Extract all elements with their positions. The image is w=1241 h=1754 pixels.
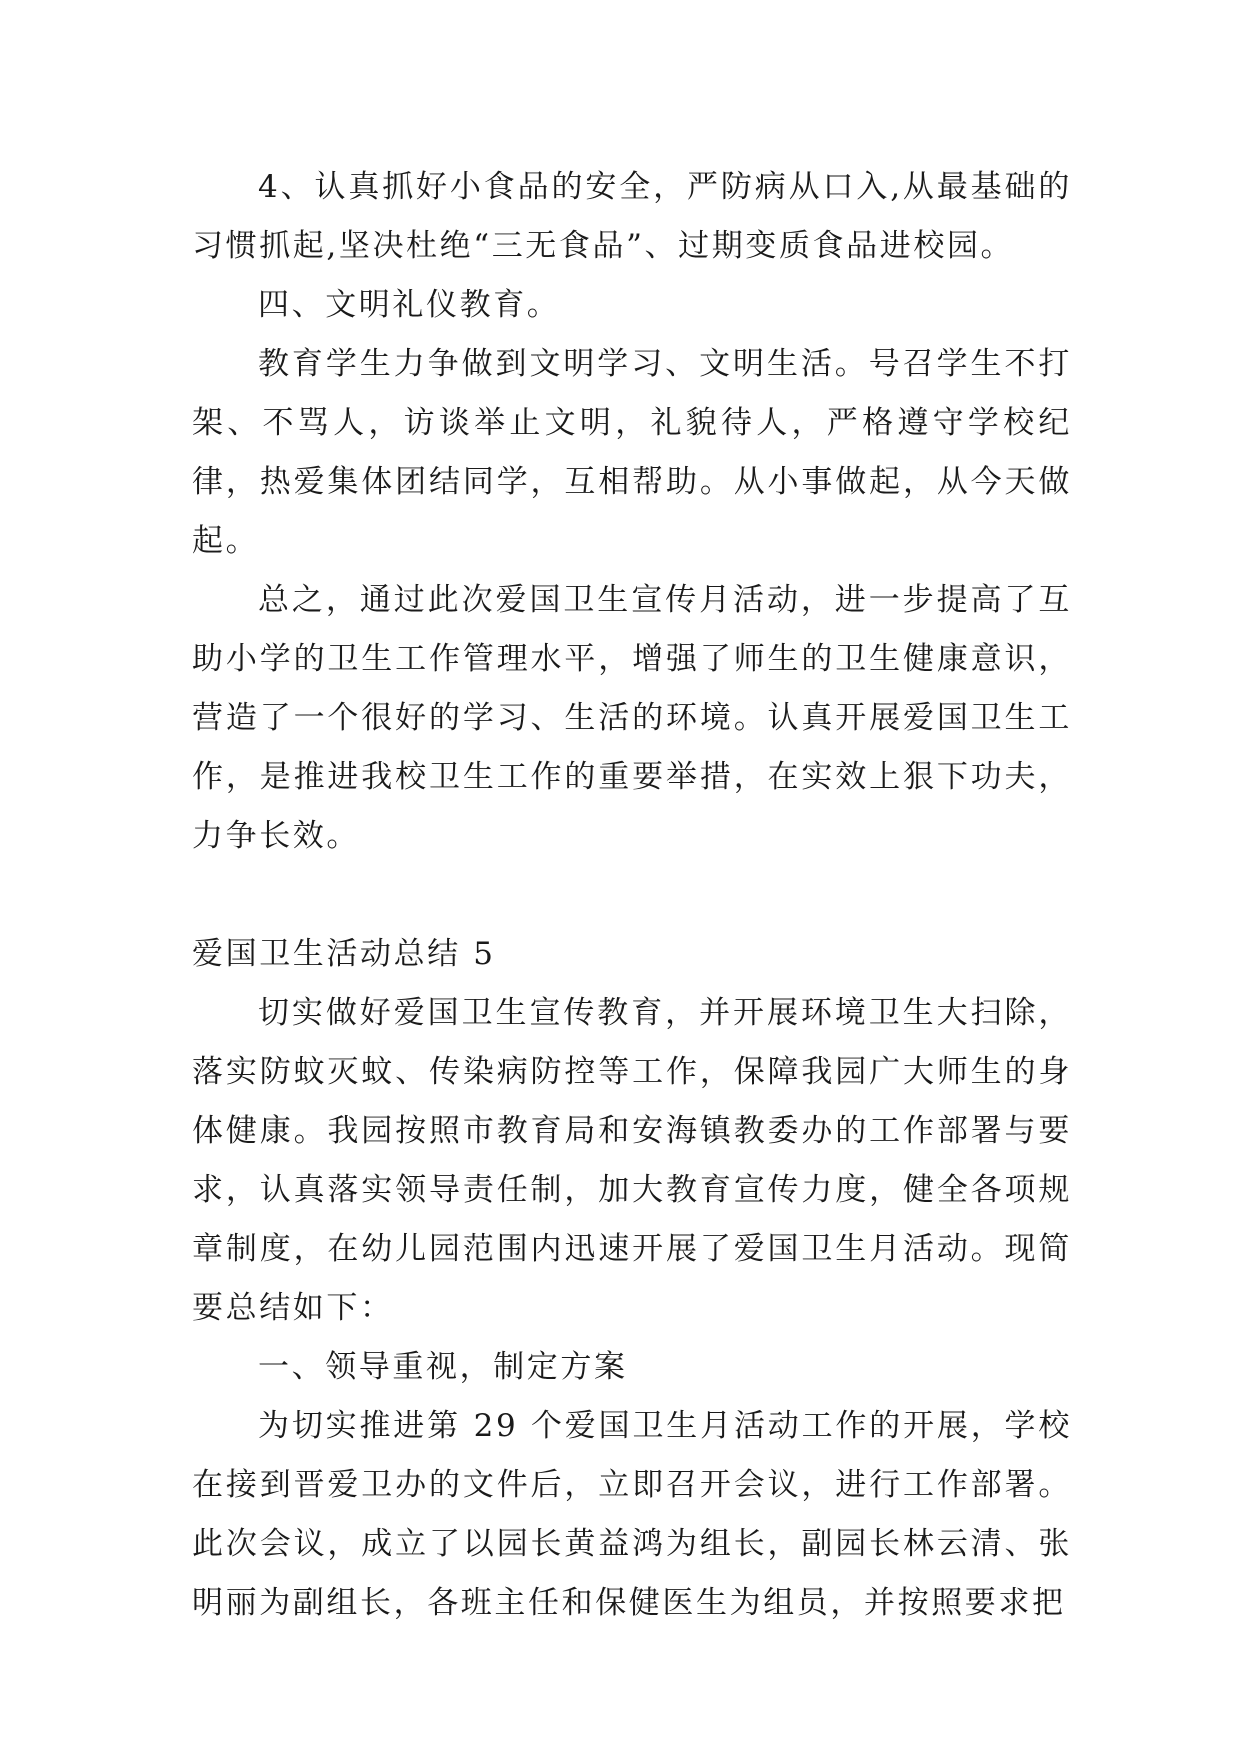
paragraph-food-safety: 4、认真抓好小食品的安全，严防病从口入,从最基础的习惯抓起,坚决杜绝“三无食品”、过期变质食品进校园。: [192, 169, 1072, 264]
paragraph-conclusion: 总之，通过此次爱国卫生宣传月活动，进一步提高了互助小学的卫生工作管理水平，增强了师生的卫生健康意识，营造了一个很好的学习、生活的环境。认真开展爱国卫生工作，是推进我校卫生工作的重要举措，在实效上狠下功夫，力争长效。: [192, 582, 1072, 854]
section-heading-leadership: 一、领导重视，制定方案: [258, 1349, 628, 1385]
document-body: [192, 158, 1072, 1633]
paragraph-leadership: 为切实推进第 29 个爱国卫生月活动工作的开展，学校在接到晋爱卫办的文件后，立即召开会议，进行工作部署。此次会议，成立了以园长黄益鸿为组长，副园长林云清、张明丽为副组长，各班主任和保健医生为组员，并按照要求把: [192, 1408, 1072, 1621]
section-heading-etiquette: 四、文明礼仪教育。: [258, 287, 561, 323]
section-spacer: [192, 866, 1072, 925]
paragraph-etiquette: 教育学生力争做到文明学习、文明生活。号召学生不打架、不骂人，访谈举止文明，礼貌待人，严格遵守学校纪律，热爱集体团结同学，互相帮助。从小事做起，从今天做起。: [192, 346, 1072, 559]
document-heading: 爱国卫生活动总结 5: [192, 936, 496, 972]
paragraph-intro: 切实做好爱国卫生宣传教育，并开展环境卫生大扫除，落实防蚊灭蚊、传染病防控等工作，保障我园广大师生的身体健康。我园按照市教育局和安海镇教委办的工作部署与要求，认真落实领导责任制，加大教育宣传力度，健全各项规章制度，在幼儿园范围内迅速开展了爱国卫生月活动。现简要总结如下：: [192, 995, 1072, 1326]
